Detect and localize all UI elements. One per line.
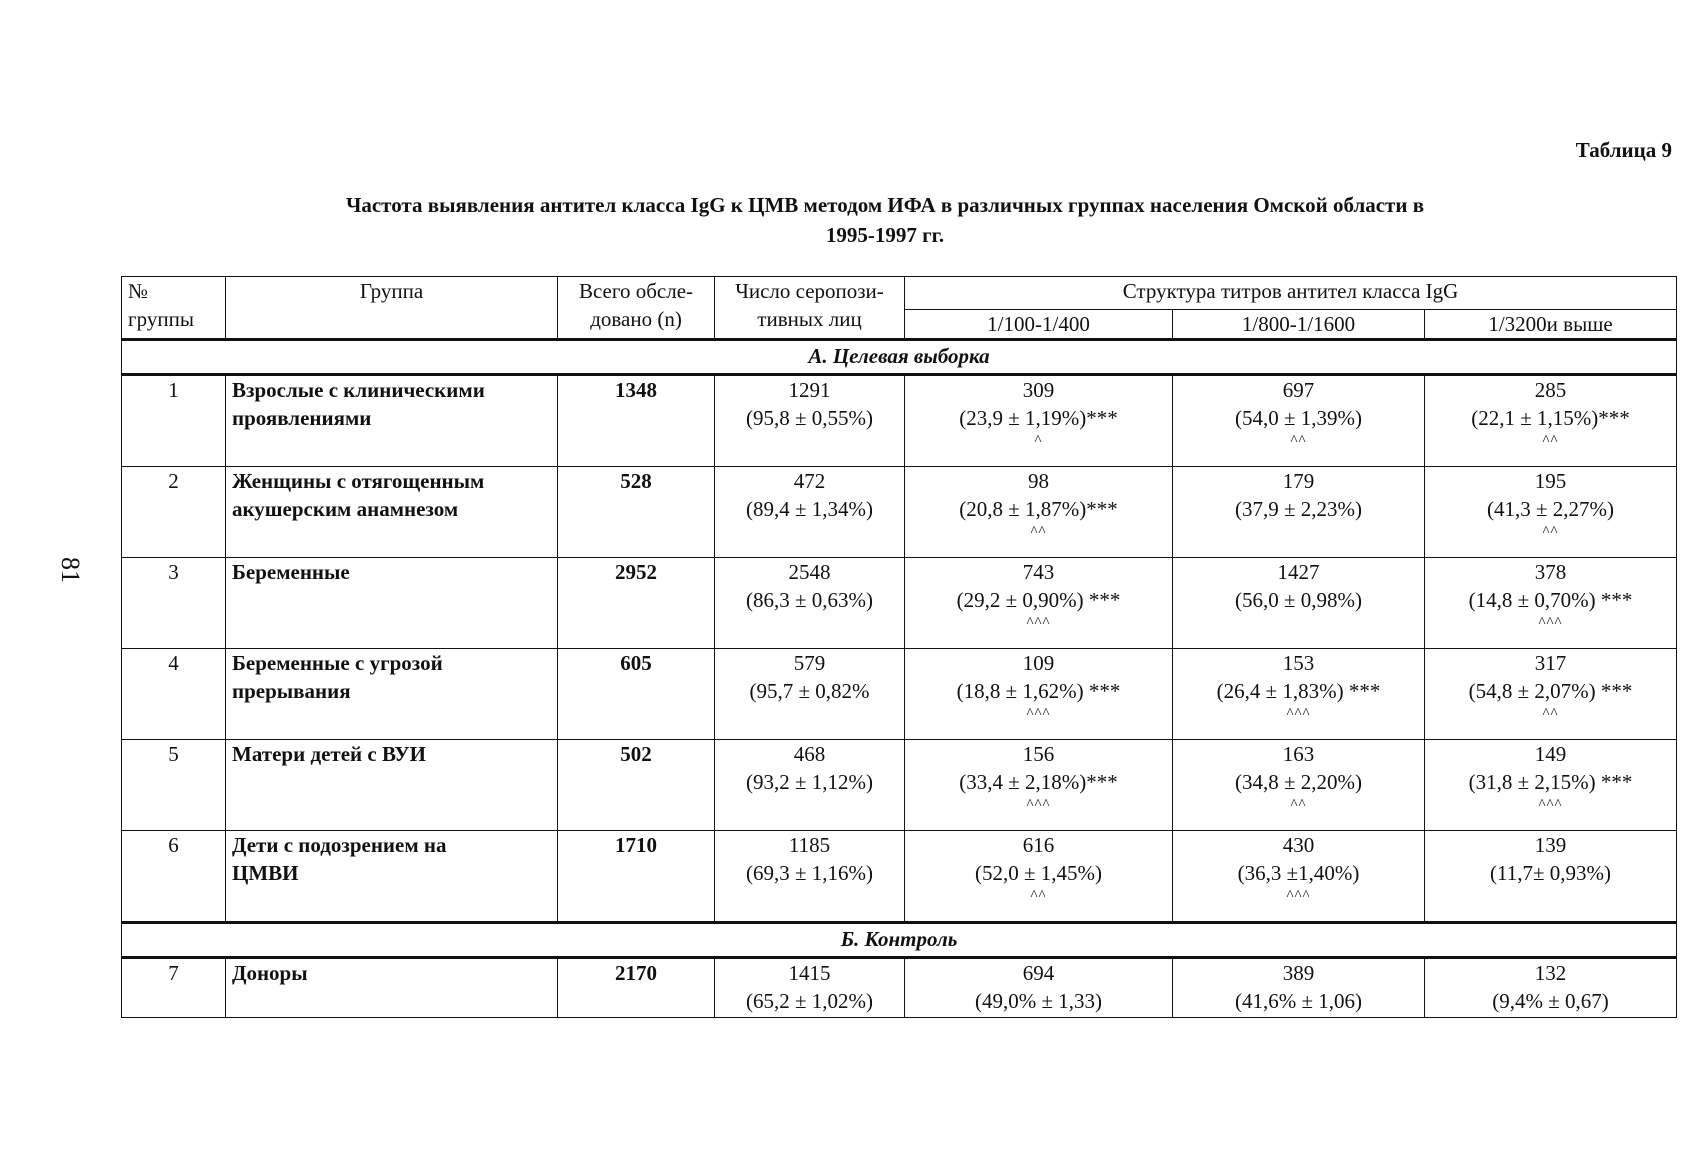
significance-marks: ^^^ — [1026, 615, 1051, 631]
group-name-line-1: Дети с подозрением на — [232, 833, 447, 857]
group-name-line-2: прерывания — [232, 679, 351, 703]
seropositive-cell — [715, 831, 905, 923]
titer-cell-1 — [905, 958, 1173, 1018]
header-total — [558, 277, 715, 340]
significance-marks: ^^^ — [1026, 797, 1051, 813]
titer-cell-1 — [905, 467, 1173, 558]
titer-cell-1 — [905, 831, 1173, 923]
titer-count: 132 — [1534, 961, 1567, 985]
titer-cell-3 — [1425, 649, 1677, 740]
titer-count: 430 — [1282, 833, 1315, 857]
titer-percent: (23,9 ± 1,19%)*** — [959, 406, 1118, 430]
titer-cell-2 — [1173, 831, 1425, 923]
group-name-line-2: ЦМВИ — [232, 861, 299, 885]
header-titer-2: 1/800-1/1600 — [1173, 310, 1425, 340]
titer-cell-3 — [1425, 375, 1677, 467]
titer-percent: (54,0 ± 1,39%) — [1234, 406, 1362, 430]
group-number: 7 — [122, 958, 226, 1018]
section-heading-target: А. Целевая выборка — [122, 340, 1677, 375]
significance-marks: ^^ — [1542, 706, 1559, 722]
seropositive-count: 1291 — [788, 378, 831, 402]
significance-marks: ^^ — [1290, 797, 1307, 813]
significance-marks: ^^ — [1542, 433, 1559, 449]
titer-cell-2 — [1173, 375, 1425, 467]
group-name-line-1: Беременные с угрозой — [232, 651, 443, 675]
target-rows — [122, 375, 1677, 923]
group-name-line-2: проявлениями — [232, 406, 372, 430]
seropositive-percent: (86,3 ± 0,63%) — [745, 588, 873, 612]
titer-cell-2 — [1173, 558, 1425, 649]
group-name-line-1: Беременные — [232, 560, 350, 584]
group-name-line-1: Женщины с отягощенным — [232, 469, 485, 493]
page-number: 81 — [56, 557, 85, 583]
titer-percent: (9,4% ± 0,67) — [1492, 989, 1609, 1013]
titer-count: 179 — [1282, 469, 1315, 493]
table-row — [122, 375, 1677, 467]
seropositive-count: 1185 — [788, 833, 831, 857]
total-examined: 528 — [558, 467, 715, 558]
titer-count: 109 — [1022, 651, 1055, 675]
titer-count: 153 — [1282, 651, 1315, 675]
significance-marks: ^^^ — [1026, 706, 1051, 722]
titer-cell-3 — [1425, 558, 1677, 649]
titer-count: 1427 — [1277, 560, 1320, 584]
significance-marks: ^^^ — [1286, 888, 1311, 904]
group-number: 4 — [122, 649, 226, 740]
title-line-2: 1995-1997 гг. — [825, 223, 945, 247]
titer-count: 697 — [1282, 378, 1315, 402]
titer-percent: (54,8 ± 2,07%) *** — [1468, 679, 1633, 703]
total-examined: 2170 — [558, 958, 715, 1018]
header-titer-3: 1/3200и выше — [1425, 310, 1677, 340]
titer-percent: (49,0% ± 1,33) — [974, 989, 1102, 1013]
significance-marks: ^ — [1034, 433, 1043, 449]
titer-percent: (29,2 ± 0,90%) *** — [956, 588, 1121, 612]
titer-count: 156 — [1022, 742, 1055, 766]
titer-percent: (41,3 ± 2,27%) — [1487, 497, 1615, 521]
seropositive-percent: (93,2 ± 1,12%) — [745, 770, 873, 794]
titer-count: 743 — [1022, 560, 1055, 584]
group-name-cell — [226, 558, 558, 649]
seropositive-cell — [715, 740, 905, 831]
header-total-line-1: Всего обсле- — [578, 279, 694, 303]
total-examined: 1710 — [558, 831, 715, 923]
significance-marks: ^^^ — [1286, 706, 1311, 722]
titer-percent: (31,8 ± 2,15%) *** — [1468, 770, 1633, 794]
titer-percent: (36,3 ±1,40%) — [1237, 861, 1360, 885]
significance-marks: ^^^ — [1538, 797, 1563, 813]
header-row — [122, 277, 1677, 310]
header-total-line-2: довано (n) — [590, 307, 682, 331]
seropositive-cell — [715, 958, 905, 1018]
seropositive-percent: (65,2 ± 1,02%) — [745, 989, 873, 1013]
section-row-a — [122, 340, 1677, 375]
titer-cell-1 — [905, 375, 1173, 467]
seropositive-count: 579 — [793, 651, 826, 675]
total-examined: 2952 — [558, 558, 715, 649]
group-name-cell — [226, 375, 558, 467]
table-row — [122, 467, 1677, 558]
header-seropos-line-1: Число серопози- — [735, 279, 884, 303]
titer-percent: (37,9 ± 2,23%) — [1234, 497, 1362, 521]
titer-count: 139 — [1534, 833, 1567, 857]
titer-percent: (14,8 ± 0,70%) *** — [1468, 588, 1633, 612]
titer-cell-2 — [1173, 740, 1425, 831]
group-name-line-1: Доноры — [232, 961, 308, 985]
group-name-cell — [226, 649, 558, 740]
titer-cell-1 — [905, 558, 1173, 649]
titer-count: 98 — [1028, 469, 1049, 493]
titer-cell-2 — [1173, 958, 1425, 1018]
table-row — [122, 958, 1677, 1018]
titer-count: 378 — [1534, 560, 1567, 584]
titer-percent: (41,6% ± 1,06) — [1234, 989, 1362, 1013]
table-row — [122, 649, 1677, 740]
titer-count: 285 — [1534, 378, 1567, 402]
header-num-line-1: № — [128, 279, 149, 303]
header-group-number — [122, 277, 226, 340]
group-name-line-1: Взрослые с клиническими — [232, 378, 485, 402]
seropositive-percent: (95,8 ± 0,55%) — [745, 406, 873, 430]
seropositive-cell — [715, 467, 905, 558]
titer-count: 149 — [1534, 742, 1567, 766]
titer-count: 694 — [1022, 961, 1055, 985]
table-row — [122, 740, 1677, 831]
seropositive-count: 472 — [793, 469, 826, 493]
significance-marks: ^^^ — [1538, 615, 1563, 631]
table-row — [122, 558, 1677, 649]
titer-count: 309 — [1022, 378, 1055, 402]
title-line-1: Частота выявления антител класса IgG к ЦМВ методом ИФА в различных группах населения Омской области в — [345, 193, 1425, 217]
seropositive-count: 468 — [793, 742, 826, 766]
titer-percent: (20,8 ± 1,87%)*** — [959, 497, 1118, 521]
titer-percent: (34,8 ± 2,20%) — [1234, 770, 1362, 794]
total-examined: 605 — [558, 649, 715, 740]
control-rows — [122, 958, 1677, 1018]
total-examined: 1348 — [558, 375, 715, 467]
titer-count: 616 — [1022, 833, 1055, 857]
group-number: 1 — [122, 375, 226, 467]
group-name-cell — [226, 831, 558, 923]
titer-cell-3 — [1425, 958, 1677, 1018]
titer-count: 163 — [1282, 742, 1315, 766]
titer-percent: (52,0 ± 1,45%) — [974, 861, 1102, 885]
group-name-cell — [226, 958, 558, 1018]
header-num-line-2: группы — [128, 307, 194, 331]
group-name-cell — [226, 740, 558, 831]
seropositive-percent: (69,3 ± 1,16%) — [745, 861, 873, 885]
titer-count: 195 — [1534, 469, 1567, 493]
data-table — [121, 276, 1677, 1018]
titer-cell-3 — [1425, 740, 1677, 831]
table-title — [240, 190, 1530, 250]
section-heading-control: Б. Контроль — [122, 923, 1677, 958]
header-seropositive — [715, 277, 905, 340]
seropositive-cell — [715, 558, 905, 649]
table-label: Таблица 9 — [1575, 138, 1672, 162]
significance-marks: ^^ — [1290, 433, 1307, 449]
titer-cell-3 — [1425, 831, 1677, 923]
group-name-cell — [226, 467, 558, 558]
section-row-b — [122, 923, 1677, 958]
seropositive-cell — [715, 649, 905, 740]
titer-percent: (56,0 ± 0,98%) — [1234, 588, 1362, 612]
titer-percent: (18,8 ± 1,62%) *** — [956, 679, 1121, 703]
titer-percent: (11,7± 0,93%) — [1490, 861, 1611, 885]
significance-marks: ^^ — [1030, 888, 1047, 904]
table-row — [122, 831, 1677, 923]
group-number: 3 — [122, 558, 226, 649]
titer-percent: (22,1 ± 1,15%)*** — [1471, 406, 1630, 430]
titer-count: 389 — [1282, 961, 1315, 985]
titer-cell-2 — [1173, 467, 1425, 558]
group-number: 5 — [122, 740, 226, 831]
titer-count: 317 — [1534, 651, 1567, 675]
titer-cell-3 — [1425, 467, 1677, 558]
seropositive-count: 1415 — [788, 961, 831, 985]
titer-percent: (33,4 ± 2,18%)*** — [959, 770, 1118, 794]
seropositive-cell — [715, 375, 905, 467]
header-titer-1: 1/100-1/400 — [905, 310, 1173, 340]
group-name-line-2: акушерским анамнезом — [232, 497, 459, 521]
significance-marks: ^^ — [1030, 524, 1047, 540]
titer-cell-1 — [905, 740, 1173, 831]
seropositive-count: 2548 — [788, 560, 831, 584]
total-examined: 502 — [558, 740, 715, 831]
titer-percent: (26,4 ± 1,83%) *** — [1216, 679, 1381, 703]
header-group: Группа — [226, 277, 558, 340]
significance-marks: ^^ — [1542, 524, 1559, 540]
seropositive-percent: (95,7 ± 0,82% — [749, 679, 870, 703]
titer-cell-2 — [1173, 649, 1425, 740]
header-titer-structure: Структура титров антител класса IgG — [905, 277, 1677, 310]
seropositive-percent: (89,4 ± 1,34%) — [745, 497, 873, 521]
group-name-line-1: Матери детей с ВУИ — [232, 742, 426, 766]
group-number: 2 — [122, 467, 226, 558]
group-number: 6 — [122, 831, 226, 923]
titer-cell-1 — [905, 649, 1173, 740]
header-seropos-line-2: тивных лиц — [757, 307, 862, 331]
